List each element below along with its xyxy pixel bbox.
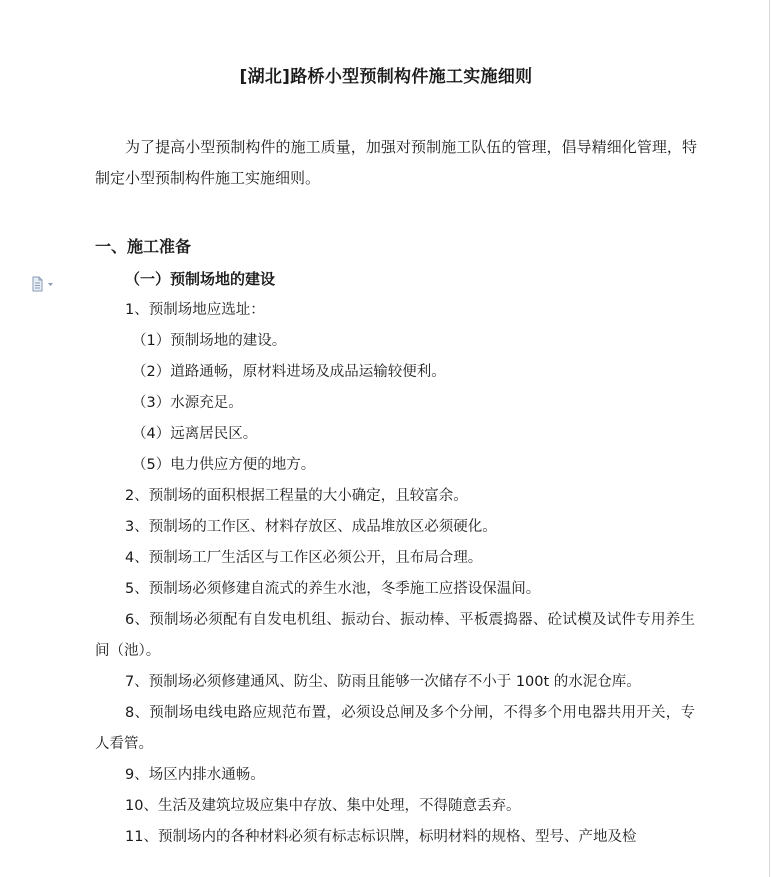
list-item: 9、场区内排水通畅。: [125, 767, 265, 783]
page-edge-line: [769, 0, 770, 877]
list-item: 7、预制场必须修建通风、防尘、防雨且能够一次储存不小于 100t 的水泥仓库。: [125, 674, 641, 690]
requirements-list: [95, 295, 695, 853]
subsection-heading: （一）预制场地的建设: [125, 270, 276, 288]
list-item: 6、预制场必须配有自发电机组、振动台、振动棒、平板震捣器、砼试模及试件专用养生间（池）。: [95, 612, 695, 659]
document-icon[interactable]: [30, 276, 56, 292]
list-item: 8、预制场电线电路应规范布置，必须设总闸及多个分闸，不得多个用电器共用开关，专人看管。: [95, 705, 695, 752]
list-item: （5）电力供应方便的地方。: [132, 457, 316, 473]
list-item: （1）预制场地的建设。: [132, 333, 287, 349]
list-item: （3）水源充足。: [132, 395, 243, 411]
list-item: 5、预制场必须修建自流式的养生水池，冬季施工应搭设保温间。: [125, 581, 541, 597]
list-item: 3、预制场的工作区、材料存放区、成品堆放区必须硬化。: [125, 519, 497, 535]
list-item: 4、预制场工厂生活区与工作区必须公开，且布局合理。: [125, 550, 483, 566]
list-item: （4）远离居民区。: [132, 426, 258, 442]
list-item: 11、预制场内的各种材料必须有标志标识牌，标明材料的规格、型号、产地及检: [125, 829, 637, 845]
list-item: 2、预制场的面积根据工程量的大小确定，且较富余。: [125, 488, 468, 504]
intro-paragraph: 为了提高小型预制构件的施工质量，加强对预制施工队伍的管理，倡导精细化管理，特制定小型预制构件施工实施细则。: [95, 138, 697, 187]
list-item: （2）道路通畅，原材料进场及成品运输较便利。: [132, 364, 446, 380]
list-item: 1、预制场地应选址：: [125, 302, 265, 318]
document-title: [湖北]路桥小型预制构件施工实施细则: [239, 67, 533, 87]
section-heading: 一、施工准备: [95, 237, 192, 256]
list-item: 10、生活及建筑垃圾应集中存放、集中处理，不得随意丢弃。: [125, 798, 521, 814]
